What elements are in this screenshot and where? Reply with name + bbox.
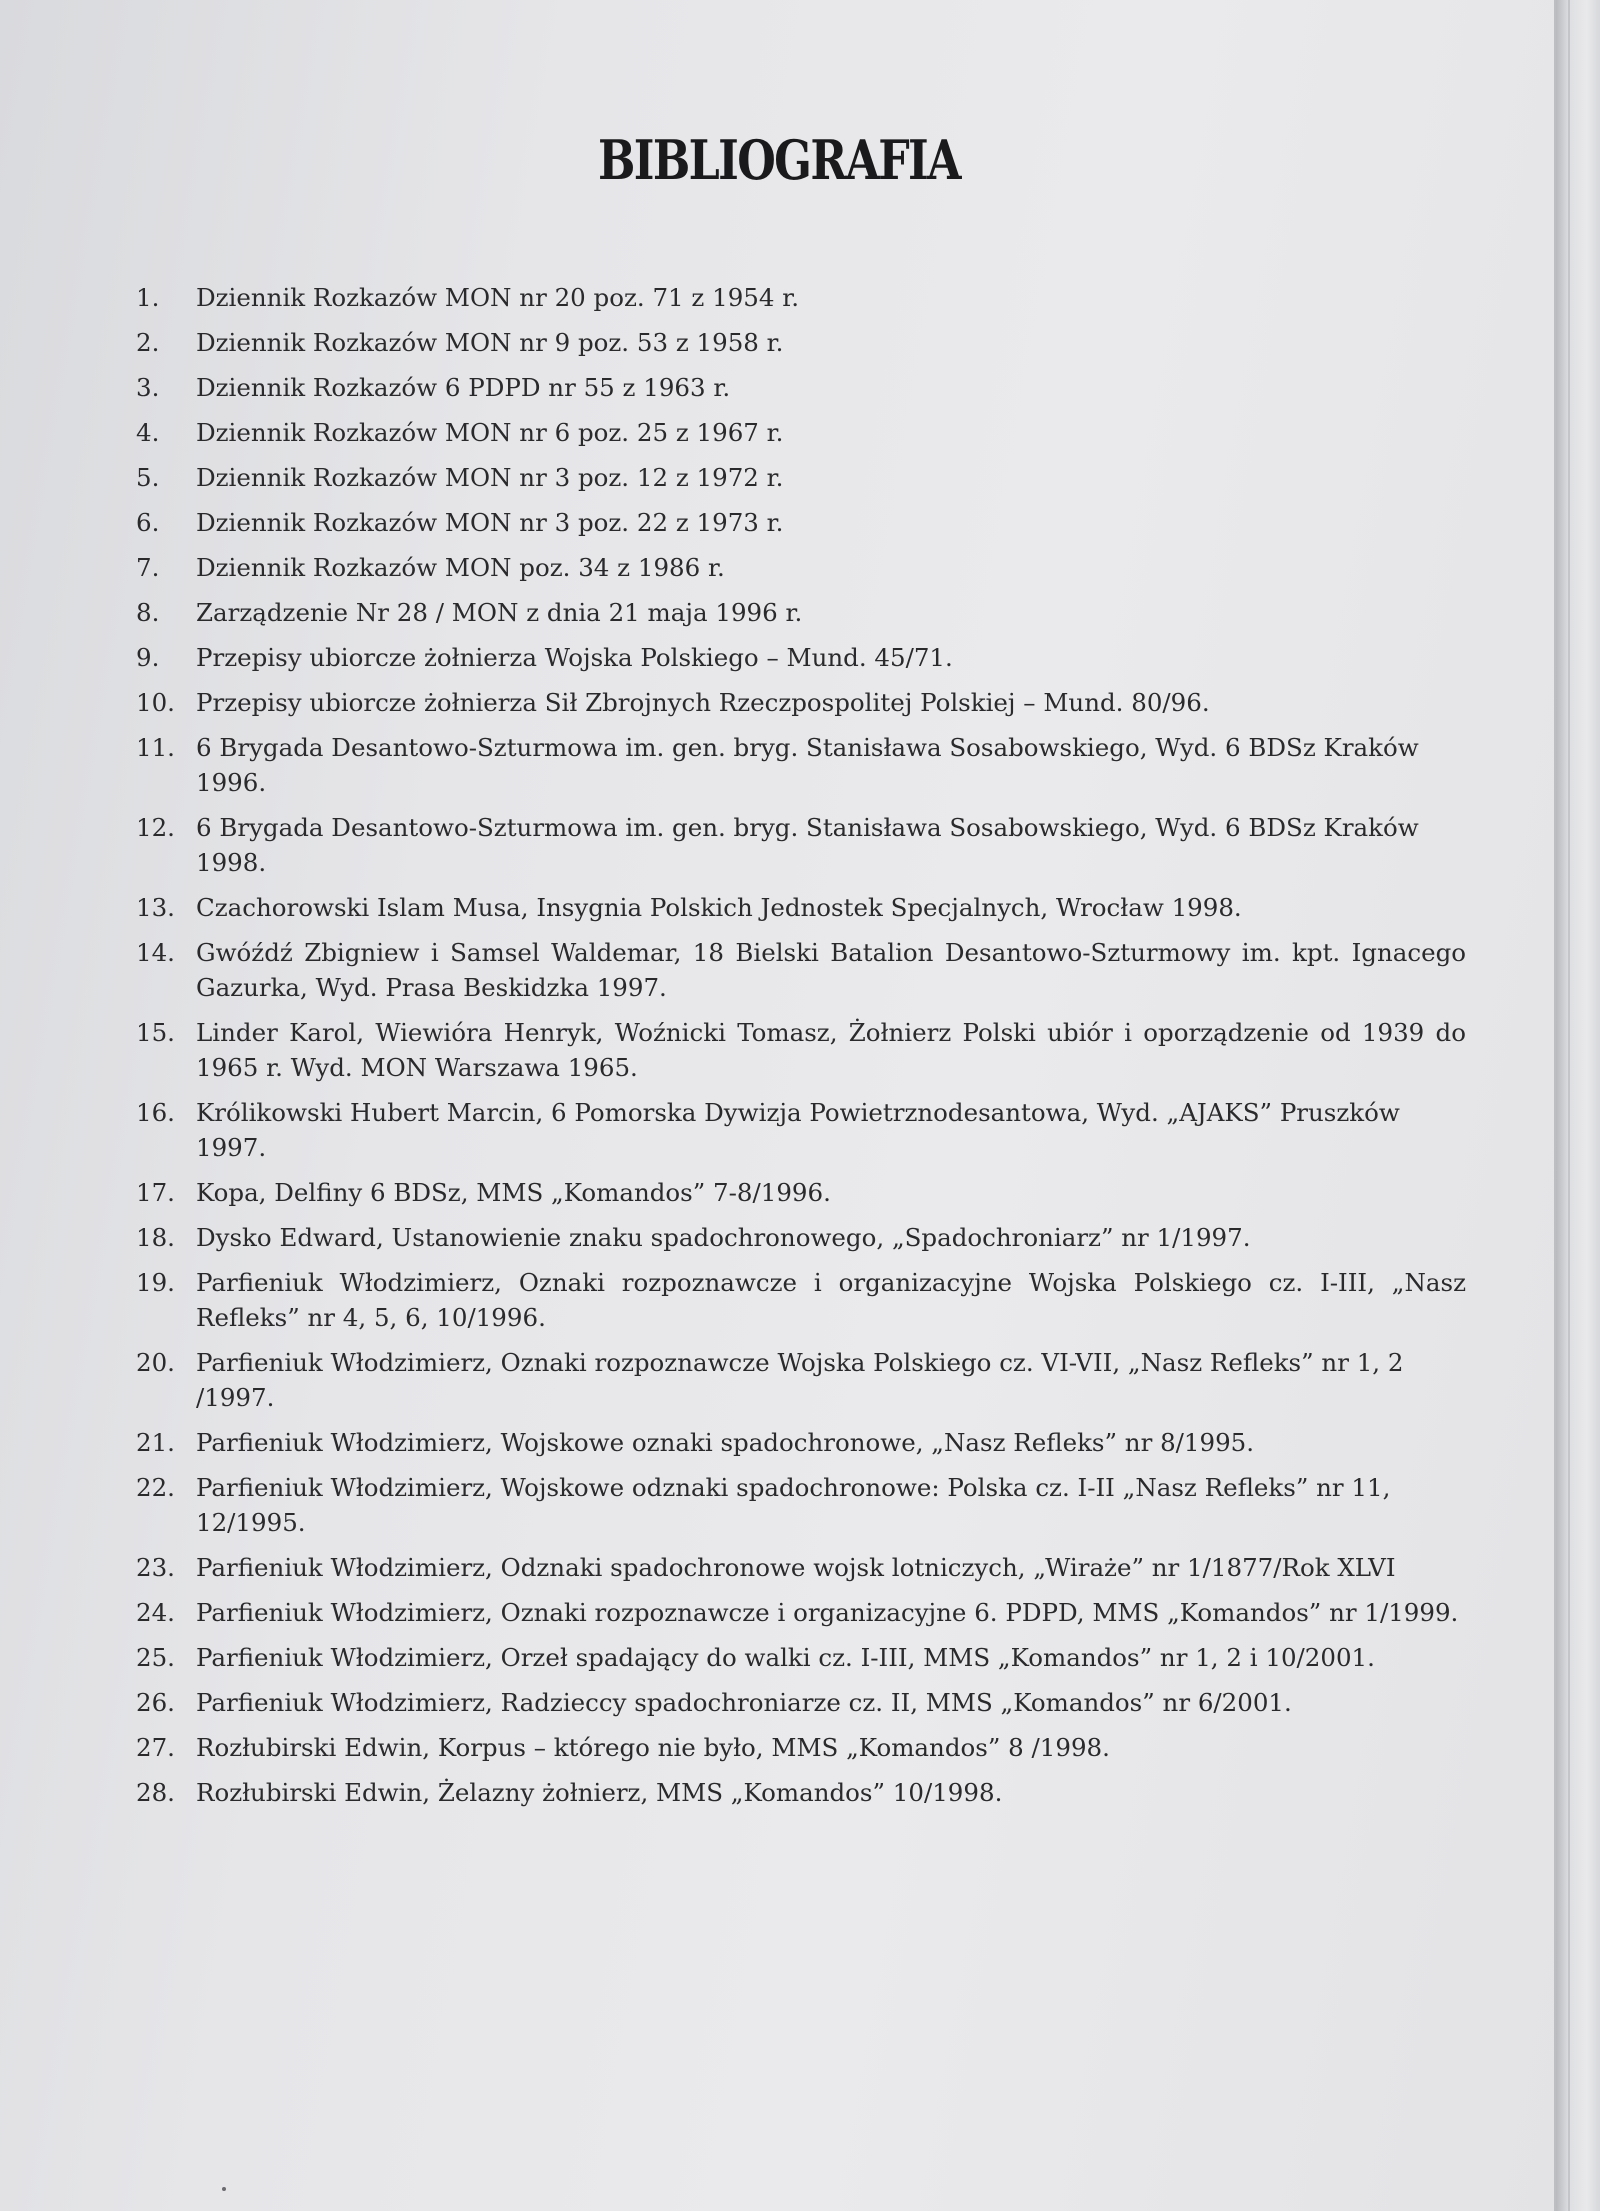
list-item: [136, 325, 1466, 370]
list-item: [136, 1095, 1466, 1175]
entry-number: 2.: [136, 328, 160, 357]
list-item: [136, 1640, 1466, 1685]
entry-text: Dziennik Rozkazów MON nr 6 poz. 25 z 1967 r.: [196, 418, 784, 447]
entry-text: Dysko Edward, Ustanowienie znaku spadochronowego, „Spadochroniarz” nr 1/1997.: [196, 1223, 1251, 1252]
entry-number: 10.: [136, 688, 175, 717]
entry-number: 17.: [136, 1178, 175, 1207]
entry-number: 15.: [136, 1018, 175, 1047]
entry-number: 14.: [136, 938, 175, 967]
entry-number: 26.: [136, 1688, 175, 1717]
list-item: [136, 460, 1466, 505]
entry-number: 19.: [136, 1268, 175, 1297]
entry-number: 1.: [136, 283, 160, 312]
bibliography-list: [136, 280, 1466, 1820]
entry-number: 20.: [136, 1348, 175, 1377]
list-item: [136, 1685, 1466, 1730]
entry-text: Dziennik Rozkazów MON poz. 34 z 1986 r.: [196, 553, 725, 582]
entry-text: Kopa, Delfiny 6 BDSz, MMS „Komandos” 7-8/1996.: [196, 1178, 831, 1207]
entry-text: Przepisy ubiorcze żołnierza Wojska Polskiego – Mund. 45/71.: [196, 643, 953, 672]
entry-text: Parfieniuk Włodzimierz, Oznaki rozpoznawcze i organizacyjne Wojska Polskiego cz. I-III, „Nasz Refleks” nr 4, 5, 6, 10/1996.: [196, 1268, 1466, 1332]
entry-text: Linder Karol, Wiewióra Henryk, Woźnicki Tomasz, Żołnierz Polski ubiór i oporządzenie od 1939 do 1965 r. Wyd. MON Warszawa 1965.: [196, 1018, 1466, 1082]
entry-text: Parfieniuk Włodzimierz, Oznaki rozpoznawcze Wojska Polskiego cz. VI-VII, „Nasz Refleks” nr 1, 2 /1997.: [196, 1348, 1404, 1412]
list-item: [136, 935, 1466, 1015]
entry-text: Gwóźdź Zbigniew i Samsel Waldemar, 18 Bielski Batalion Desantowo-Szturmowy im. kpt. Ignacego Gazurka, Wyd. Prasa Beskidzka 1997.: [196, 938, 1466, 1002]
entry-number: 25.: [136, 1643, 175, 1672]
entry-text: Parfieniuk Włodzimierz, Radzieccy spadochroniarze cz. II, MMS „Komandos” nr 6/2001.: [196, 1688, 1292, 1717]
entry-text: Przepisy ubiorcze żołnierza Sił Zbrojnych Rzeczpospolitej Polskiej – Mund. 80/96.: [196, 688, 1210, 717]
list-item: [136, 1220, 1466, 1265]
entry-number: 8.: [136, 598, 160, 627]
list-item: [136, 550, 1466, 595]
entry-number: 9.: [136, 643, 160, 672]
entry-text: Rozłubirski Edwin, Żelazny żołnierz, MMS „Komandos” 10/1998.: [196, 1778, 1003, 1807]
entry-text: Rozłubirski Edwin, Korpus – którego nie było, MMS „Komandos” 8 /1998.: [196, 1733, 1110, 1762]
list-item: [136, 505, 1466, 550]
entry-number: 18.: [136, 1223, 175, 1252]
entry-text: Dziennik Rozkazów MON nr 20 poz. 71 z 1954 r.: [196, 283, 800, 312]
list-item: [136, 1595, 1466, 1640]
list-item: [136, 890, 1466, 935]
list-item: [136, 280, 1466, 325]
entry-text: Królikowski Hubert Marcin, 6 Pomorska Dywizja Powietrznodesantowa, Wyd. „AJAKS” Pruszków 1997.: [196, 1098, 1400, 1162]
list-item: [136, 1425, 1466, 1470]
page-edge-shadow: [1556, 0, 1600, 2211]
entry-text: Dziennik Rozkazów 6 PDPD nr 55 z 1963 r.: [196, 373, 731, 402]
entry-text: Dziennik Rozkazów MON nr 9 poz. 53 z 1958 r.: [196, 328, 784, 357]
entry-number: 23.: [136, 1553, 175, 1582]
list-item: [136, 640, 1466, 685]
entry-number: 21.: [136, 1428, 175, 1457]
entry-text: Zarządzenie Nr 28 / MON z dnia 21 maja 1996 r.: [196, 598, 803, 627]
entry-number: 16.: [136, 1098, 175, 1127]
entry-text: 6 Brygada Desantowo-Szturmowa im. gen. bryg. Stanisława Sosabowskiego, Wyd. 6 BDSz Kraków 1996.: [196, 733, 1419, 797]
entry-number: 4.: [136, 418, 160, 447]
list-item: [136, 1730, 1466, 1775]
list-item: [136, 730, 1466, 810]
page-title: BIBLIOGRAFIA: [598, 128, 960, 192]
entry-text: 6 Brygada Desantowo-Szturmowa im. gen. bryg. Stanisława Sosabowskiego, Wyd. 6 BDSz Kraków 1998.: [196, 813, 1419, 877]
paper-speck: [222, 2187, 226, 2191]
entry-text: Parfieniuk Włodzimierz, Orzeł spadający do walki cz. I-III, MMS „Komandos” nr 1, 2 i 10/2001.: [196, 1643, 1375, 1672]
entry-number: 7.: [136, 553, 160, 582]
entry-number: 3.: [136, 373, 160, 402]
list-item: [136, 810, 1466, 890]
list-item: [136, 1175, 1466, 1220]
list-item: [136, 370, 1466, 415]
entry-number: 28.: [136, 1778, 175, 1807]
entry-text: Czachorowski Islam Musa, Insygnia Polskich Jednostek Specjalnych, Wrocław 1998.: [196, 893, 1242, 922]
list-item: [136, 415, 1466, 460]
list-item: [136, 1265, 1466, 1345]
entry-text: Parfieniuk Włodzimierz, Wojskowe oznaki spadochronowe, „Nasz Refleks” nr 8/1995.: [196, 1428, 1255, 1457]
entry-text: Parfieniuk Włodzimierz, Oznaki rozpoznawcze i organizacyjne 6. PDPD, MMS „Komandos” nr 1/1999.: [196, 1598, 1459, 1627]
list-item: [136, 1550, 1466, 1595]
list-item: [136, 685, 1466, 730]
entry-text: Dziennik Rozkazów MON nr 3 poz. 12 z 1972 r.: [196, 463, 784, 492]
entry-text: Parfieniuk Włodzimierz, Odznaki spadochronowe wojsk lotniczych, „Wiraże” nr 1/1877/Rok XLVI: [196, 1553, 1396, 1582]
list-item: [136, 1470, 1466, 1550]
entry-number: 24.: [136, 1598, 175, 1627]
entry-number: 11.: [136, 733, 175, 762]
list-item: [136, 1775, 1466, 1820]
entry-number: 5.: [136, 463, 160, 492]
entry-number: 27.: [136, 1733, 175, 1762]
entry-number: 6.: [136, 508, 160, 537]
list-item: [136, 595, 1466, 640]
entry-text: Dziennik Rozkazów MON nr 3 poz. 22 z 1973 r.: [196, 508, 784, 537]
entry-text: Parfieniuk Włodzimierz, Wojskowe odznaki spadochronowe: Polska cz. I-II „Nasz Refleks” nr 11, 12/1995.: [196, 1473, 1391, 1537]
entry-number: 13.: [136, 893, 175, 922]
entry-number: 22.: [136, 1473, 175, 1502]
list-item: [136, 1015, 1466, 1095]
list-item: [136, 1345, 1466, 1425]
entry-number: 12.: [136, 813, 175, 842]
